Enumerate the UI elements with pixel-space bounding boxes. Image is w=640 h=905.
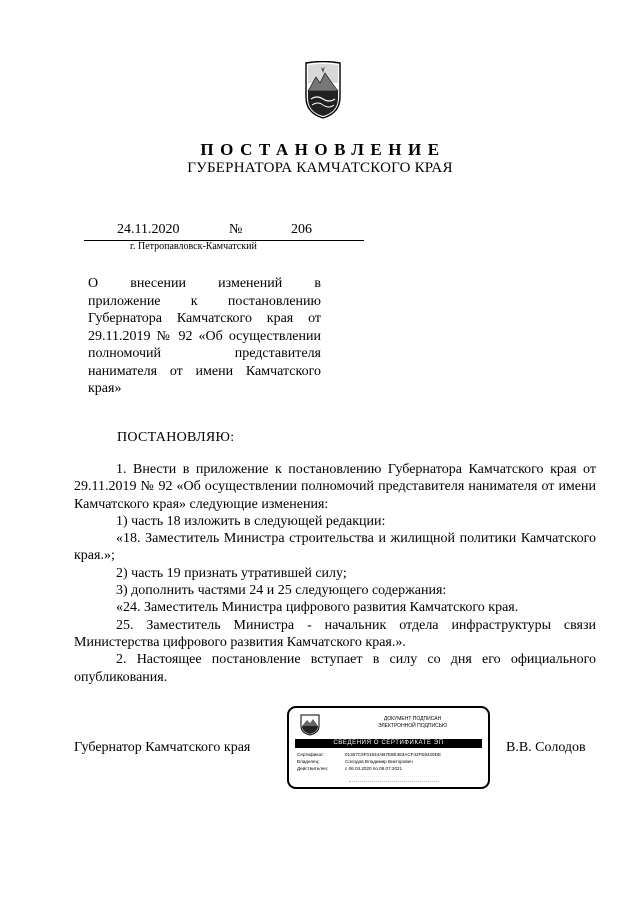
document-number: 206 — [291, 222, 312, 237]
stamp-row — [297, 765, 441, 772]
electronic-signature-stamp — [287, 706, 490, 789]
topic-line: нанимателя от имени Камчатского — [88, 363, 321, 379]
body-paragraph: 3) дополнить частями 24 и 25 следующего содержания: — [116, 583, 447, 599]
topic-line: приложение к постановлению — [88, 293, 321, 309]
stamp-row — [297, 758, 441, 765]
stamp-row — [297, 751, 441, 758]
topic-line: Губернатора Камчатского края от — [88, 311, 321, 326]
date-number-line — [84, 220, 364, 241]
signer-name: В.В. Солодов — [506, 740, 586, 755]
document-subtitle: ГУБЕРНАТОРА КАМЧАТСКОГО КРАЯ — [187, 160, 453, 176]
body-paragraph: 2) часть 19 признать утратившей силу; — [116, 565, 347, 581]
stamp-row-key: Действителен: — [297, 766, 329, 771]
decree-word: ПОСТАНОВЛЯЮ: — [117, 430, 235, 445]
signer-position: Губернатор Камчатского края — [74, 740, 251, 755]
city-label: г. Петропавловск-Камчатский — [130, 241, 257, 252]
document-title: ПОСТАНОВЛЕНИЕ — [200, 140, 446, 159]
topic-line: О внесении изменений в — [88, 276, 321, 291]
topic-line: края» — [88, 381, 122, 396]
stamp-details — [297, 751, 441, 772]
body-paragraph: 1. Внести в приложение к постановлению Губернатора Камчатского края от 29.11.2019 № 92 «Об осуществлении полномочий представителя нанимателя от имени Камчатского края» следующие изменения: — [74, 462, 596, 512]
stamp-certificate-bar: СВЕДЕНИЯ О СЕРТИФИКАТЕ ЭП — [295, 739, 482, 748]
body-paragraph: 2. Настоящее постановление вступает в силу со дня его официального опубликования. — [74, 652, 596, 685]
stamp-row-value: Солодов Владимир Викторович — [345, 759, 413, 764]
body-paragraph: «24. Заместитель Министра цифрового развития Камчатского края. — [116, 600, 519, 616]
stamp-divider — [349, 781, 439, 785]
stamp-row-value: 01367C5F01944AB7E8E483ACF42FE9426DE — [345, 752, 442, 757]
stamp-header-line: ДОКУМЕНТ ПОДПИСАН — [383, 716, 442, 722]
stamp-header — [345, 716, 480, 729]
stamp-row-value: с 06.04.2020 по 06.07.2021 — [345, 766, 403, 771]
stamp-row-key: Владелец: — [297, 759, 320, 764]
document-topic — [88, 275, 321, 398]
body-paragraph: 25. Заместитель Министра - начальник отдела инфраструктуры связи Министерства цифрового развития Камчатского края.». — [74, 617, 596, 650]
stamp-row-key: Сертификат: — [297, 752, 325, 757]
document-body — [74, 461, 596, 686]
body-paragraph: «18. Заместитель Министра строительства и жилищной политики Камчатского края.»; — [74, 531, 596, 564]
coat-of-arms-icon — [302, 61, 344, 119]
number-sign: № — [229, 222, 243, 237]
topic-line: полномочий представителя — [88, 346, 321, 361]
body-paragraph: 1) часть 18 изложить в следующей редакции: — [116, 513, 386, 529]
coat-of-arms-icon — [299, 714, 321, 736]
document-date: 24.11.2020 — [117, 222, 180, 237]
stamp-header-line: ЭЛЕКТРОННОЙ ПОДПИСЬЮ — [377, 722, 448, 729]
topic-line: 29.11.2019 № 92 «Об осуществлении — [88, 328, 321, 344]
